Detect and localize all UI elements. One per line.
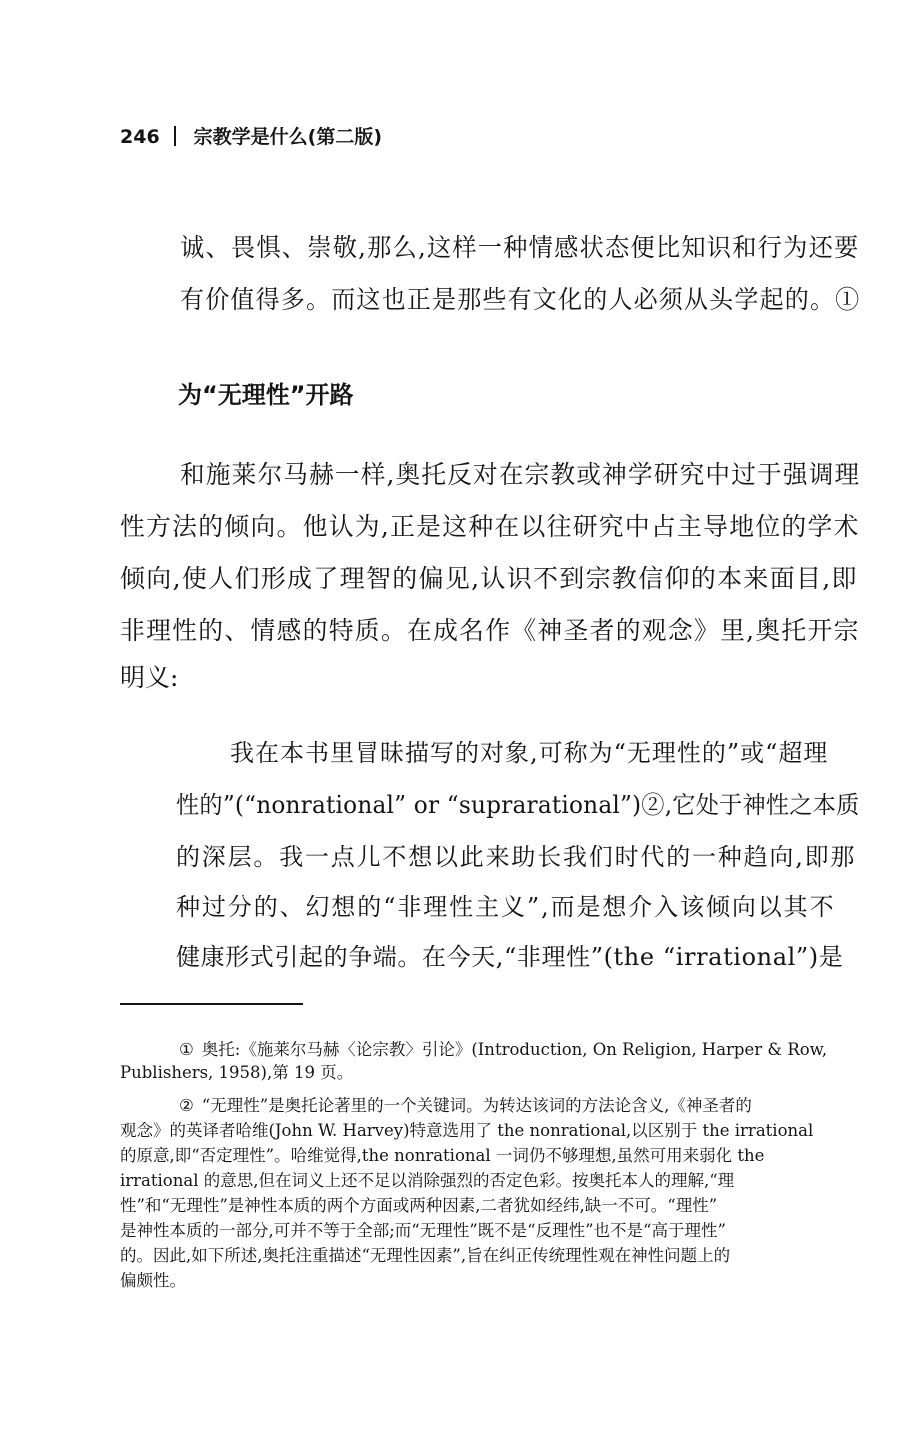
footnote-2-line: 性”和“无理性”是神性本质的两个方面或两种因素,二者犹如经纬,缺一不可。“理性” — [120, 1196, 718, 1215]
footnote-rule — [120, 1003, 303, 1005]
footnote-mark: ① — [179, 1040, 194, 1059]
quote-line: 健康形式引起的争端。在今天,“非理性”(the “irrational”)是 — [176, 943, 844, 971]
quote-line: 种过分的、幻想的“非理性主义”,而是想介入该倾向以其不 — [176, 893, 836, 921]
page-number: 246 — [120, 126, 160, 148]
footnote-2-line: 的原意,即“否定理性”。哈维觉得,the nonrational 一词仍不够理想,虽然可用来弱化 the — [120, 1146, 765, 1165]
header-separator — [174, 126, 176, 146]
footnote-2-line: 偏颇性。 — [120, 1271, 186, 1290]
footnote-text: 奥托:《施莱尔马赫〈论宗教〉引论》(Introduction, On Religion, Harper & Row, — [201, 1040, 828, 1059]
footnote-text: “无理性”是奥托论著里的一个关键词。为转达该词的方法论含义,《神圣者的 — [201, 1096, 752, 1115]
running-title: 宗教学是什么(第二版) — [193, 126, 383, 148]
footnote-2-line: 观念》的英译者哈维(John W. Harvey)特意选用了 the nonrational,以区别于 the irrational — [120, 1121, 814, 1140]
footnote-2-line: 是神性本质的一部分,可并不等于全部;而“无理性”既不是“反理性”也不是“高于理性” — [120, 1221, 726, 1240]
footnote-2-line: irrational 的意思,但在词义上还不足以消除强烈的否定色彩。按奥托本人的理解,“理 — [120, 1171, 735, 1190]
footnote-2-line — [179, 1095, 752, 1117]
quote-line: 的深层。我一点儿不想以此来助长我们时代的一种趋向,即那 — [176, 843, 857, 871]
footnote-mark: ② — [179, 1096, 194, 1115]
intro-line: 诚、畏惧、崇敬,那么,这样一种情感状态便比知识和行为还要 — [180, 233, 860, 262]
paragraph-line: 非理性的、情感的特质。在成名作《神圣者的观念》里,奥托开宗 — [120, 616, 860, 645]
running-header — [120, 123, 382, 151]
footnote-1-line: Publishers, 1958),第 19 页。 — [120, 1063, 354, 1082]
quote-line: 我在本书里冒昧描写的对象,可称为“无理性的”或“超理 — [230, 739, 829, 767]
footnote-2-line: 的。因此,如下所述,奥托注重描述“无理性因素”,旨在纠正传统理性观在神性问题上的 — [120, 1246, 731, 1265]
paragraph-line: 倾向,使人们形成了理智的偏见,认识不到宗教信仰的本来面目,即 — [120, 564, 858, 593]
paragraph-line: 和施莱尔马赫一样,奥托反对在宗教或神学研究中过于强调理 — [180, 460, 861, 489]
footnote-1-line — [179, 1039, 827, 1061]
quote-line: 性的”(“nonrational” or “suprarational”)②,它处于神性之本质 — [176, 791, 860, 819]
paragraph-line: 明义: — [120, 663, 179, 692]
intro-line: 有价值得多。而这也正是那些有文化的人必须从头学起的。① — [180, 285, 861, 314]
section-title: 为“无理性”开路 — [178, 381, 354, 409]
paragraph-line: 性方法的倾向。他认为,正是这种在以往研究中占主导地位的学术 — [120, 512, 860, 541]
